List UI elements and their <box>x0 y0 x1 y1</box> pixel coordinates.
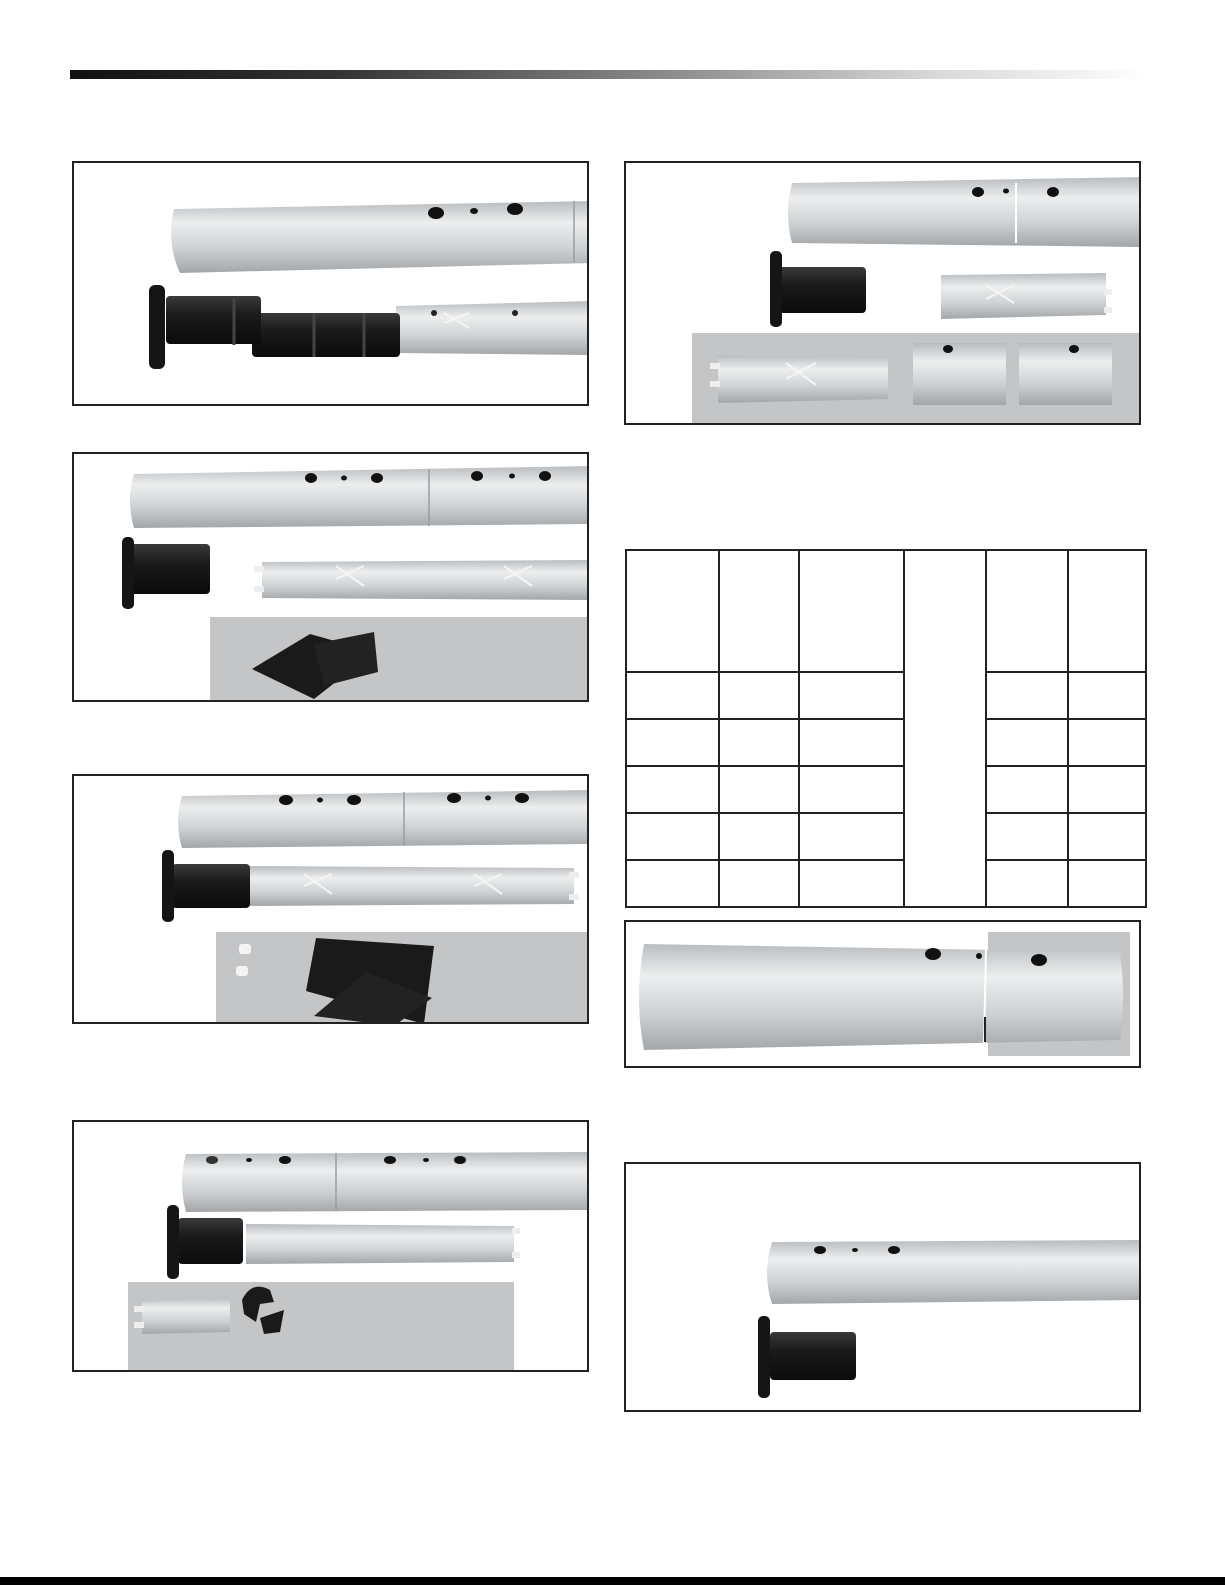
page-footer-rule <box>0 1577 1225 1585</box>
tube-with-end-cap-and-sleeves-photo <box>626 163 1141 425</box>
panel-photo-6 <box>624 920 1141 1068</box>
tube-with-end-cap-photo <box>626 1164 1141 1412</box>
header-cell <box>799 550 904 672</box>
table-cell <box>986 719 1068 766</box>
panel-photo-4 <box>72 1120 589 1372</box>
table-cell <box>626 813 719 860</box>
spec-table <box>625 549 1147 908</box>
table-cell <box>626 672 719 719</box>
table-row <box>626 813 1146 860</box>
table-cell <box>799 860 904 907</box>
tube-with-short-connector-and-clips-photo <box>74 1122 589 1372</box>
table-cell <box>719 719 799 766</box>
tube-with-end-cap-and-connector-photo <box>74 454 589 702</box>
table-row <box>626 719 1146 766</box>
header-cell <box>1068 550 1146 672</box>
panel-photo-2 <box>72 452 589 702</box>
table-cell <box>986 813 1068 860</box>
table-row <box>626 672 1146 719</box>
panel-photo-5 <box>624 161 1141 425</box>
tube-joint-closeup-photo <box>626 922 1141 1068</box>
table-cell <box>626 719 719 766</box>
header-cell <box>719 550 799 672</box>
header-cell <box>626 550 719 672</box>
panel-photo-3 <box>72 774 589 1024</box>
header-cell <box>986 550 1068 672</box>
table-cell <box>799 719 904 766</box>
header-rule <box>70 70 1150 79</box>
table-cell <box>719 672 799 719</box>
tube-with-black-coupler-photo <box>74 163 589 406</box>
table-cell <box>799 672 904 719</box>
tube-with-connector-and-clips-photo <box>74 776 589 1024</box>
table-cell <box>626 860 719 907</box>
table-cell <box>1068 719 1146 766</box>
table-header-row <box>626 550 1146 672</box>
table-cell <box>799 813 904 860</box>
table-cell <box>1068 766 1146 813</box>
merged-column-cell <box>904 550 986 907</box>
table-cell <box>719 860 799 907</box>
table-cell <box>1068 860 1146 907</box>
table-row <box>626 860 1146 907</box>
table-cell <box>799 766 904 813</box>
table-cell <box>986 766 1068 813</box>
table-cell <box>986 860 1068 907</box>
table-cell <box>1068 813 1146 860</box>
table-cell <box>1068 672 1146 719</box>
table-cell <box>719 813 799 860</box>
panel-photo-1 <box>72 161 589 406</box>
table-cell <box>986 672 1068 719</box>
panel-photo-7 <box>624 1162 1141 1412</box>
table-row <box>626 766 1146 813</box>
table-cell <box>626 766 719 813</box>
table-cell <box>719 766 799 813</box>
